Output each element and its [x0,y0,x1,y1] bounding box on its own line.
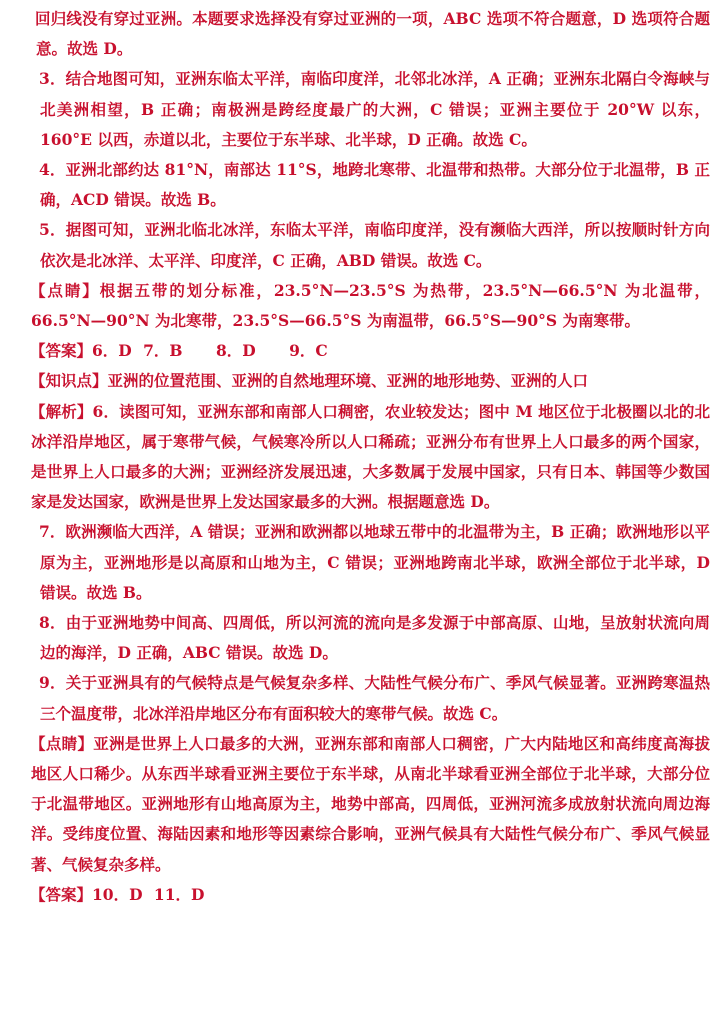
analysis-q8: 8．由于亚洲地势中间高、四周低，所以河流的流向是多发源于中部高原、山地，呈放射状流向周边的海洋，D 正确，ABC 错误。故选 D。 [39,613,710,663]
analysis-q7: 7．欧洲濒临大西洋，A 错误；亚洲和欧洲都以地球五带中的北温带为主，B 正确；欧洲地形以平原为主，亚洲地形是以高原和山地为主，C 错误；亚洲地跨南北半球，欧洲全部位于北半球，D 错误。故选 B。 [39,522,710,602]
knowledge-points: 【知识点】亚洲的位置范围、亚洲的自然地理环境、亚洲的地形地势、亚洲的人口 [30,371,589,391]
answer-item: 8．D [215,341,256,361]
paragraph-tip-zones: 【点睛】根据五带的划分标准，23.5°N—23.5°S 为热带，23.5°N—66.5°N 为北温带，66.5°N—90°N 为北寒带，23.5°S—66.5°S 为南温带，66.5°S—90°S 为南寒带。 [30,280,710,331]
answer-lead: 【答案】10．D [30,884,143,904]
answer-lead: 【答案】6．D [30,341,132,361]
paragraph-q4: 4．亚洲北部约达 81°N，南部达 11°S，地跨北寒带、北温带和热带。大部分位于北温带，B 正确，ACD 错误。故选 B。 [39,160,710,210]
paragraph-q3: 3．结合地图可知，亚洲东临太平洋，南临印度洋，北邻北冰洋，A 正确；亚洲东北隔白令海峡与北美洲相望，B 正确；南极洲是跨经度最广的大洲，C 错误；亚洲主要位于 20°W 以东，160°E 以西，赤道以北，主要位于东半球、北半球，D 正确。故选 C。 [39,69,710,149]
analysis-q9: 9．关于亚洲具有的气候特点是气候复杂多样、大陆性气候分布广、季风气候显著。亚洲跨寒温热三个温度带，北冰洋沿岸地区分布有面积较大的寒带气候。故选 C。 [39,673,710,723]
analysis-q6: 【解析】6．读图可知，亚洲东部和南部人口稠密，农业较发达；图中 M 地区位于北极圈以北的北冰洋沿岸地区，属于寒带气候，气候寒冷所以人口稀疏；亚洲分布有世界上人口最多的两个国家，是世界上人口最多的大洲；亚洲经济发展迅速，大多数属于发展中国家，只有日本、韩国等少数国家是发达国家，欧洲是世界上发达国家最多的大洲。根据题意选 D。 [30,401,710,512]
answer-item: 11．D [153,884,205,904]
answers-10-11 [31,880,710,910]
paragraph-tip-asia: 【点睛】亚洲是世界上人口最多的大洲，亚洲东部和南部人口稠密，广大内陆地区和高纬度高海拔地区人口稀少。从东西半球看亚洲主要位于东半球，从南北半球看亚洲全部位于北半球，大部分位于北温带地区。亚洲地形有山地高原为主，地势中部高，四周低，亚洲河流多成放射状流向周边海洋。受纬度位置、海陆因素和地形等因素综合影响，亚洲气候具有大陆性气候分布广、季风气候显著、气候复杂多样。 [30,733,710,874]
answers-6-9 [31,336,710,366]
answer-item: 9．C [289,341,328,361]
answer-item: 7．B [143,341,183,361]
paragraph-q5: 5．据图可知，亚洲北临北冰洋，东临太平洋，南临印度洋，没有濒临大西洋，所以按顺时针方向依次是北冰洋、太平洋、印度洋，C 正确，ABD 错误。故选 C。 [39,220,710,270]
paragraph-q2-continued: 回归线没有穿过亚洲。本题要求选择没有穿过亚洲的一项，ABC 选项不符合题意，D 选项符合题意。故选 D。 [35,9,710,59]
